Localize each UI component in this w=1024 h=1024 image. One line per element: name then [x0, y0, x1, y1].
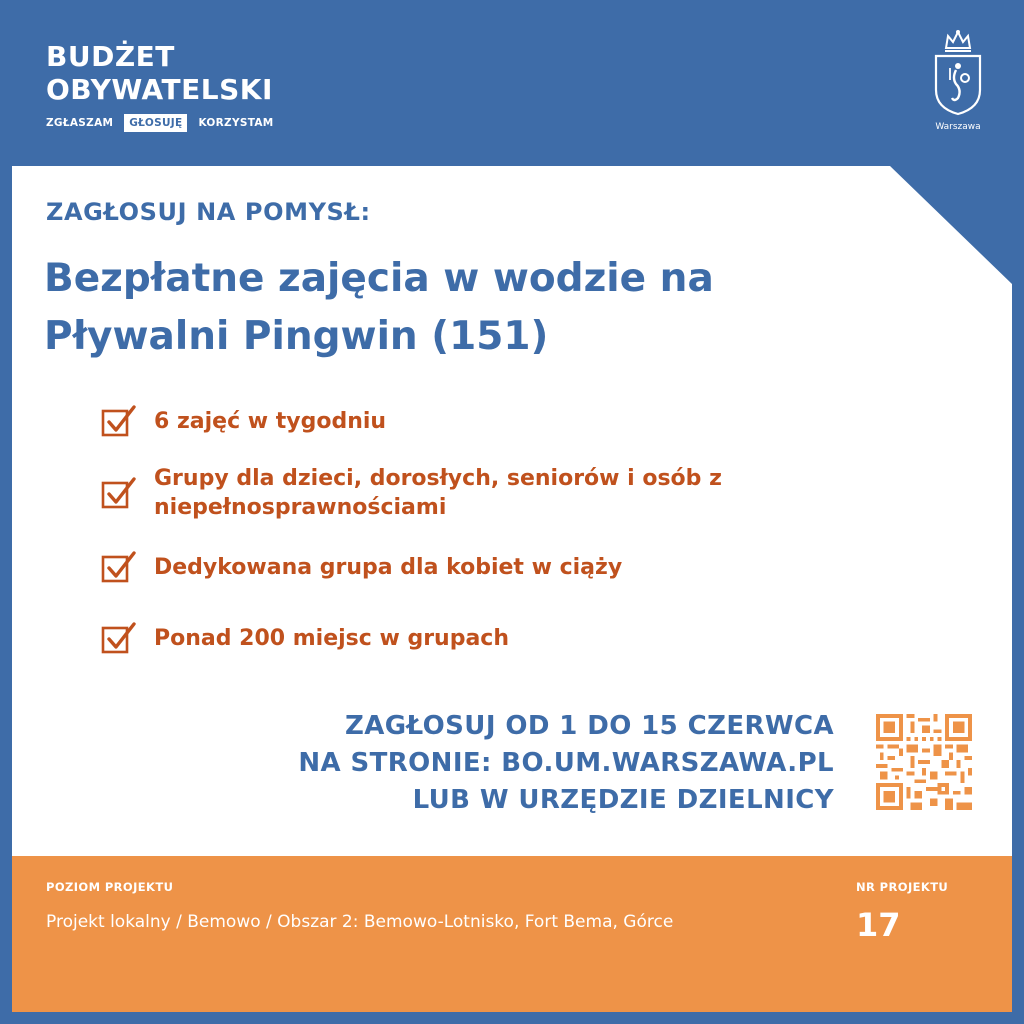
- warsaw-crest: [930, 28, 986, 138]
- project-number-value: 17: [856, 906, 901, 944]
- tag-korzystam: KORZYSTAM: [198, 117, 274, 129]
- brand-logo: [46, 40, 274, 132]
- brand-line-1: BUDŻET: [46, 40, 175, 73]
- feature-item: [100, 402, 386, 440]
- project-level-label: POZIOM PROJEKTU: [46, 880, 174, 894]
- checkbox-check-icon: [100, 474, 138, 512]
- brand-line-2: OBYWATELSKI: [46, 73, 273, 106]
- project-number-label: NR PROJEKTU: [856, 880, 949, 894]
- feature-line: niepełnosprawnościami: [154, 495, 447, 520]
- cta-line-2[interactable]: NA STRONIE: BO.UM.WARSZAWA.PL: [298, 748, 834, 778]
- feature-line: Dedykowana grupa dla kobiet w ciąży: [154, 554, 623, 580]
- checkbox-check-icon: [100, 402, 138, 440]
- warsaw-mermaid-crest-icon: [930, 28, 986, 116]
- vote-call-to-action: [298, 708, 834, 819]
- footer-bar: [12, 856, 1012, 1012]
- kicker-heading: ZAGŁOSUJ NA POMYSŁ:: [46, 198, 371, 226]
- feature-line: Grupy dla dzieci, dorosłych, seniorów i osób z: [154, 466, 722, 491]
- project-title: [44, 250, 864, 366]
- checkbox-check-icon: [100, 548, 138, 586]
- qr-code-icon[interactable]: [876, 714, 972, 810]
- cta-line-3: LUB W URZĘDZIE DZIELNICY: [412, 785, 834, 815]
- tag-zglaszam: ZGŁASZAM: [46, 117, 114, 129]
- feature-text: [154, 624, 509, 653]
- feature-line: 6 zajęć w tygodniu: [154, 408, 387, 434]
- feature-text: [154, 407, 386, 436]
- feature-text: [154, 464, 722, 522]
- tag-glosuje-active: GŁOSUJĘ: [124, 114, 187, 132]
- feature-item: [100, 548, 622, 586]
- checkbox-check-icon: [100, 619, 138, 657]
- feature-line: Ponad 200 miejsc w grupach: [154, 625, 509, 651]
- feature-text: [154, 553, 622, 582]
- feature-item: [100, 619, 509, 657]
- title-line-1: Bezpłatne zajęcia w wodzie na: [44, 256, 714, 301]
- project-level-value: Projekt lokalny / Bemowo / Obszar 2: Bemowo-Lotnisko, Fort Bema, Górce: [46, 912, 674, 932]
- cta-line-1: ZAGŁOSUJ OD 1 DO 15 CZERWCA: [345, 711, 834, 741]
- brand-tags: [46, 114, 274, 132]
- crest-label: Warszawa: [935, 122, 981, 132]
- feature-item: [100, 464, 722, 522]
- title-line-2: Pływalni Pingwin (151): [44, 314, 549, 359]
